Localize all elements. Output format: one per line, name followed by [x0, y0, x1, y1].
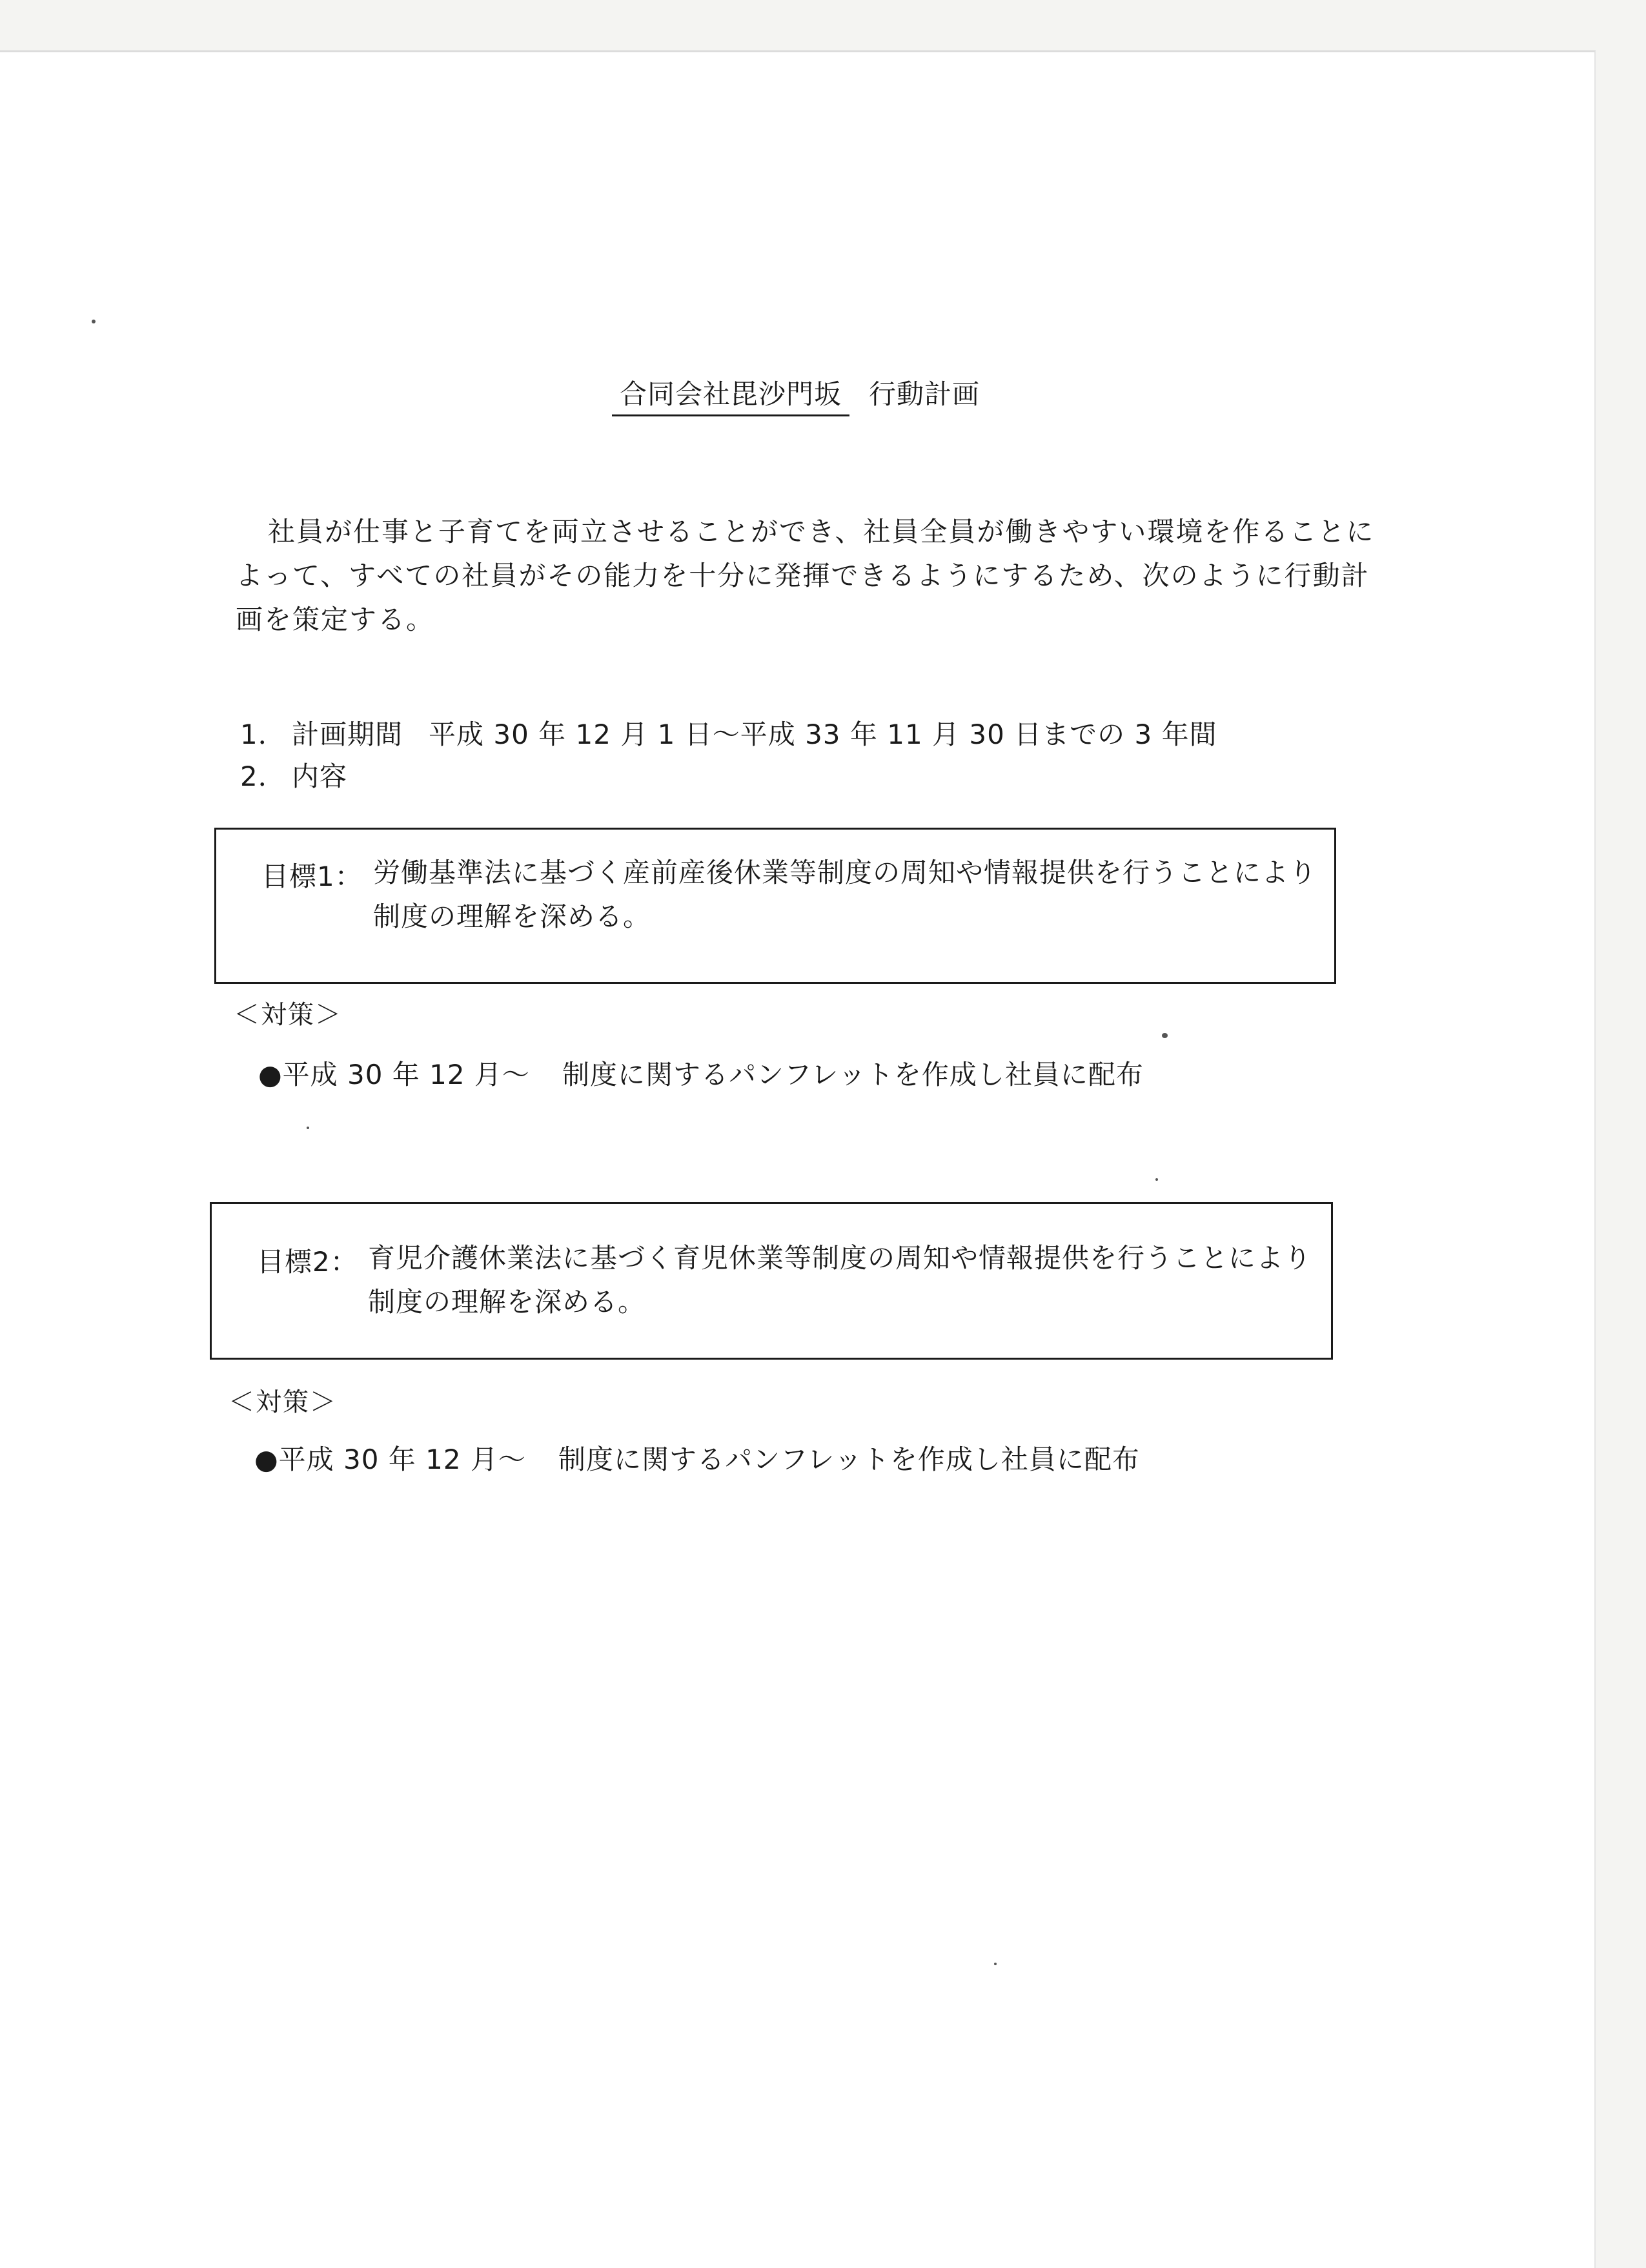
goal-2-text	[368, 1236, 1312, 1324]
plan-period-item	[240, 713, 1217, 752]
goal-2-label: 目標2：	[257, 1246, 358, 1278]
title-company-name: 合同会社毘沙門坂	[612, 373, 849, 416]
goal-2-line-1: 育児介護休業法に基づく育児休業等制度の周知や情報提供を行うことにより	[368, 1242, 1312, 1274]
goal-1-line-1: 労働基準法に基づく産前産後休業等制度の周知や情報提供を行うことにより	[373, 857, 1317, 888]
contents-item	[240, 755, 347, 794]
item-number: 2．	[240, 761, 286, 792]
title-suffix: 行動計画	[869, 378, 980, 410]
scan-speck	[1162, 1033, 1168, 1038]
item-label: 計画期間	[292, 719, 403, 750]
goal-1-line-2: 制度の理解を深める。	[373, 901, 651, 932]
goal-2-measure	[254, 1438, 1140, 1477]
item-number: 1．	[240, 719, 286, 750]
measure-date: ●平成 30 年 12 月～	[254, 1444, 526, 1475]
item-value: 平成 30 年 12 月 1 日～平成 33 年 11 月 30 日までの 3 年間	[429, 719, 1217, 750]
goal-1-label: 目標1：	[261, 861, 363, 892]
intro-paragraph: 社員が仕事と子育てを両立させることができ、社員全員が働きやすい環境を作ることによって、すべての社員がその能力を十分に発揮できるようにするため、次のように行動計画を策定する。	[236, 516, 1375, 635]
scan-speck	[307, 1127, 309, 1129]
measure-text: 制度に関するパンフレットを作成し社員に配布	[558, 1444, 1140, 1475]
goal-1-measures-heading: ＜対策＞	[234, 1000, 342, 1030]
goal-2-line-2: 制度の理解を深める。	[368, 1286, 646, 1318]
goal-1-measure	[258, 1054, 1144, 1092]
item-label: 内容	[292, 761, 348, 792]
measure-text: 制度に関するパンフレットを作成し社員に配布	[562, 1059, 1144, 1090]
goal-2-measures-heading: ＜対策＞	[229, 1387, 337, 1417]
goal-1-text	[373, 851, 1317, 939]
document-title	[612, 373, 980, 416]
measure-date: ●平成 30 年 12 月～	[258, 1059, 530, 1090]
scan-speck	[92, 320, 96, 323]
scan-speck	[1155, 1178, 1158, 1181]
scan-speck	[994, 1963, 997, 1965]
